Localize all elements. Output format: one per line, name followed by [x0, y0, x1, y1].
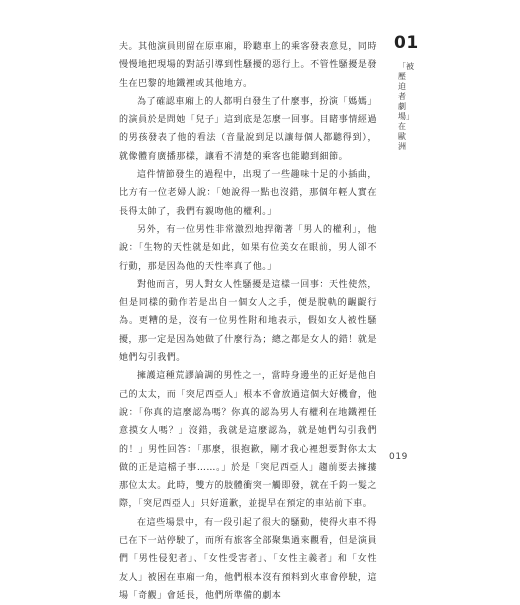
chapter-sidebar [394, 33, 419, 152]
paragraph-4: 另外，有一位男性非常激烈地捍衛著「男人的權利」，他說：「生物的天性就是如此，如果有位美女在眼前，男人卻不行動，那是因為他的天性率真了他。」 [119, 224, 377, 272]
page-number: 019 [389, 452, 408, 462]
paragraph-1: 夫。其他演員則留在原車廂，聆聽車上的乘客發表意見，同時慢慢地把現場的對話引導到性騷擾的惡行上。不管性騷擾是發生在巴黎的地鐵裡或其他地方。 [119, 42, 377, 89]
body-text [119, 38, 377, 605]
paragraph-2: 為了確認車廂上的人都明白發生了什麼事，扮演「媽媽」的演員於是問她「兒子」這到底是怎麼一回事。目睹事情經過的男孩發表了他的看法（音量說到足以讓每個人都聽得到），就像體育廣播那樣，讓看不清楚的乘客也能聽到細節。 [119, 96, 377, 162]
chapter-number: 01 [394, 33, 419, 53]
chapter-title: 「被壓迫者劇場」在歐洲 [398, 62, 414, 151]
paragraph-6: 擁護這種荒謬論調的男性之一，當時身邊坐的正好是他自己的太太，而「突尼西亞人」根本不會放過這個大好機會，他說：「你真的這麼認為嗎？你真的認為男人有權利在地鐵裡任意摸女人嗎？」沒錯，我就是這麼認為，就是她們勾引我們的！」男性回答：「那麼，很抱歉，剛才我心裡想要對你太太做的正是這檔子事……。」於是「突尼西亞人」趨前要去擁摟那位太太。此時，雙方的肢體衝突一觸即發，就在千鈞一髮之際，「突尼西亞人」只好道歉，並提早在預定的車站前下車。 [119, 371, 377, 510]
paragraph-5: 對他而言，男人對女人性騷擾是這樣一回事：天性使然，但是同樣的動作若是出自一個女人之手，便是脫軌的齷齪行為。更糟的是，沒有一位男性附和地表示，假如女人被性騷擾，那一定是因為她做了什麼行為；總之都是女人的錯！就是她們勾引我們。 [119, 279, 377, 364]
paragraph-7: 在這些場景中，有一段引起了很大的騷動，使得火車不得已在下一站停駛了，而所有旅客全部聚集過來觀看，但是演員們「男性侵犯者」、「女性受害者」、「女性主義者」和「女性友人」被困在車廂一角，他們根本沒有預料到火車會停駛，這場「奇觀」會延長，他們所準備的劇本 [119, 517, 377, 601]
paragraph-3: 這件情節發生的過程中，出現了一些趣味十足的小插曲，比方有一位老婦人說：「她說得一點也沒錯，那個年輕人實在長得太帥了，我們有親吻他的權利。」 [119, 170, 377, 217]
